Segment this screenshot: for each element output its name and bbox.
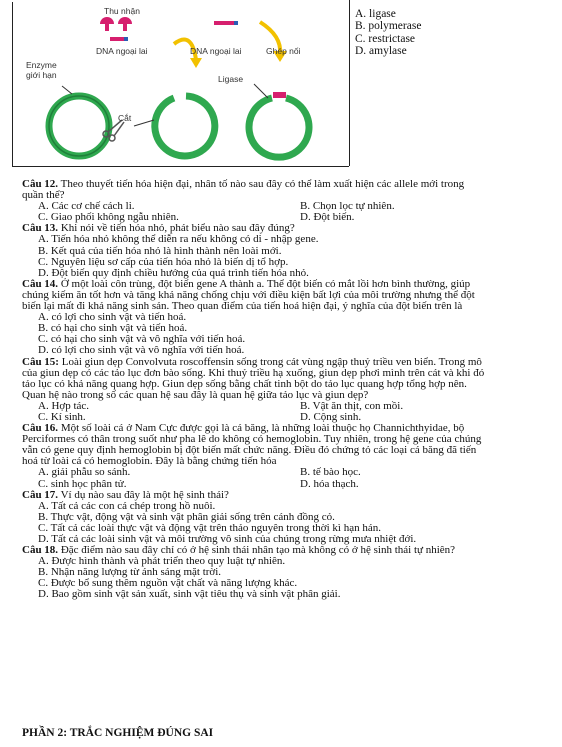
label-dna-ngoai-lai-1: DNA ngoại lai <box>96 46 148 56</box>
answer-row <box>22 467 547 478</box>
question-13 <box>22 223 547 278</box>
question-text: Câu 15: Loài giun dẹp Convolvuta roscoffensin sống trong cát vùng ngập thuỷ triều ven biển. Trong mô <box>22 355 482 368</box>
answer-row <box>22 401 547 412</box>
answer-option[interactable]: C. Giao phối không ngẫu nhiên. <box>38 211 179 224</box>
answer-option[interactable]: D. Tất cả các loài sinh vật và môi trường vô sinh của chúng trong rừng mưa nhiệt đới. <box>38 533 417 545</box>
question-number: Câu 18. <box>22 544 59 557</box>
question-text: Perciformes có thân trong suốt như pha lê do không có hemoglobin. Tuy nhiên, trong hệ gene của chúng <box>22 433 482 446</box>
plasmid-3-insert <box>273 92 286 98</box>
answer-option[interactable]: B. Kết quả của tiến hóa nhỏ là hình thành nên loài mới. <box>38 244 282 257</box>
arrow-enzyme <box>62 86 72 94</box>
answer-option[interactable]: D. Đột biến quy định chiều hướng của quá trình tiến hóa nhỏ. <box>38 266 309 279</box>
dna-fragment-1b <box>124 37 128 41</box>
label-thu-nhan: Thu nhận <box>104 6 140 16</box>
answer-option[interactable]: B. Chọn lọc tự nhiên. <box>300 200 395 213</box>
answer-option[interactable]: A. Hợp tác. <box>38 399 90 412</box>
figure-divider <box>349 0 350 166</box>
question-text: của giun dẹp có các tảo lục đơn bào sống. Khi thuỷ triều hạ xuống, giun dẹp phơi mình trên cát và khi đó <box>22 366 485 379</box>
answer-option[interactable]: B. tế bào học. <box>300 466 361 479</box>
label-cat: Cắt <box>118 113 132 123</box>
answer-option[interactable]: C. Kí sinh. <box>38 410 86 423</box>
question-number: Câu 14. <box>22 277 59 290</box>
recombinant-dna-diagram <box>14 2 348 164</box>
dna-fragment-1 <box>110 37 124 41</box>
answer-option[interactable]: D. Bao gồm sinh vật sản xuất, sinh vật tiêu thụ và sinh vật phân giải. <box>38 588 341 601</box>
figure-options <box>355 8 421 58</box>
plasmid-3 <box>249 98 309 157</box>
label-dna-ngoai-lai-2: DNA ngoại lai <box>190 46 242 56</box>
question-text: hoá từ loài cá có hemoglobin. Đây là bằng chứng tiến hóa <box>22 455 277 468</box>
answer-option[interactable]: C. sinh học phân tử. <box>38 477 127 490</box>
question-17 <box>22 490 547 545</box>
answer-option[interactable]: A. Được hình thành và phát triển theo quy luật tự nhiên. <box>38 555 286 568</box>
question-12 <box>22 179 547 223</box>
questions-block <box>22 179 547 601</box>
answer-option[interactable]: D. Cộng sinh. <box>300 410 362 423</box>
answer-option[interactable]: D. có lợi cho sinh vật và vô nghĩa với tiến hoá. <box>38 344 245 357</box>
question-14 <box>22 279 547 357</box>
answer-option[interactable]: A. Tất cả các con cá chép trong hồ nuôi. <box>38 499 216 512</box>
label-gioi-han: giới hạn <box>26 70 57 80</box>
arrow-ligase <box>254 84 268 98</box>
question-number: Câu 16. <box>22 422 59 435</box>
label-ghep-noi: Ghép nối <box>266 46 301 56</box>
question-number: Câu 15: <box>22 355 59 368</box>
dna-fragment-2b <box>234 21 238 25</box>
question-number: Câu 17. <box>22 488 59 501</box>
question-number: Câu 12. <box>22 178 59 190</box>
label-ligase: Ligase <box>218 74 244 84</box>
answer-option[interactable]: A. Các cơ chế cách li. <box>38 200 135 213</box>
answer-option[interactable]: A. giải phẫu so sánh. <box>38 466 131 479</box>
question-text: tảo lục có khả năng quang hợp. Giun dẹp sống bằng chất tinh bột do tảo lục quang hợp tổng hợp nên. <box>22 377 467 390</box>
option-a: A. ligase <box>355 8 396 20</box>
question-text: Câu 14. Ở một loài côn trùng, đột biến gene A thành a. Thể đột biến có mắt lồi hơn bình thường, giúp <box>22 277 471 290</box>
dna-fragment-2 <box>214 21 234 25</box>
question-text: vẫn có gene quy định hemoglobin bị đột biến mất chức năng. Điều đó chứng tỏ các loại cá băng đã tiến <box>22 444 477 457</box>
answer-row <box>22 479 547 490</box>
question-15 <box>22 357 547 424</box>
answer-option[interactable]: C. Nguyên liệu sơ cấp của tiến hóa nhỏ là biến dị tổ hợp. <box>38 255 289 268</box>
question-number: Câu 13. <box>22 222 59 235</box>
receptor-icons <box>100 17 132 31</box>
answer-option[interactable]: C. có hại cho sinh vật và vô nghĩa với tiến hoá. <box>38 333 246 346</box>
question-text: quần thể? <box>22 189 65 202</box>
answer-option[interactable]: C. Tất cả các loài thực vật và động vật trên thảo nguyên trong thời kì hạn hán. <box>38 521 382 534</box>
option-d: D. amylase <box>355 45 407 58</box>
answer-option[interactable]: A. Tiến hóa nhỏ không thể diễn ra nếu không có di - nhập gene. <box>38 233 319 246</box>
label-enzyme: Enzyme <box>26 60 57 70</box>
answer-option[interactable]: B. Thực vật, động vật và sinh vật phân giải sống trên cánh đồng cỏ. <box>38 510 335 523</box>
option-c: C. restrictase <box>355 32 416 45</box>
question-text: Câu 17. Ví dụ nào sau đây là một hệ sinh thái? <box>22 488 229 501</box>
answer-option[interactable]: B. Vật ăn thịt, con mồi. <box>300 399 404 412</box>
answer-option[interactable]: D. hóa thạch. <box>300 477 359 490</box>
option-b: B. polymerase <box>355 20 422 33</box>
answer-option[interactable]: A. có lợi cho sinh vật và tiến hoá. <box>38 311 187 324</box>
question-16 <box>22 423 547 490</box>
question-text: Câu 12. Theo thuyết tiến hóa hiện đại, nhân tố nào sau đây có thể làm xuất hiện các allele mới trong <box>22 178 465 190</box>
arrow-cut <box>134 120 154 126</box>
section-2-heading: PHẦN 2: TRẮC NGHIỆM ĐÚNG SAI <box>22 727 214 739</box>
answer-option[interactable]: B. có hại cho sinh vật và tiến hoá. <box>38 322 188 335</box>
question-text: Quan hệ nào trong số các quan hệ sau đây là quan hệ giữa tảo lục và giun dẹp? <box>22 388 369 401</box>
question-text: biến lại mất đi khả năng sinh sản. Theo quan điểm của tiến hoá hiện đại, ý nghĩa của đột biến trên là <box>22 300 463 313</box>
question-text: Câu 18. Đặc điểm nào sau đây chỉ có ở hệ sinh thái nhân tạo mà không có ở hệ sinh thái tự nhiên? <box>22 544 456 557</box>
question-text: Câu 13. Khi nói về tiến hóa nhỏ, phát biểu nào sau đây đúng? <box>22 222 295 235</box>
answer-option[interactable]: B. Nhận năng lượng từ ánh sáng mặt trời. <box>38 566 222 579</box>
plasmid-2 <box>155 96 215 156</box>
question-text: Câu 16. Một số loài cá ở Nam Cực được gọi là cá băng, là những loài thuộc họ Channichthyidae, bộ <box>22 422 465 435</box>
question-18 <box>22 545 547 600</box>
question-text: chúng kiếm ăn tốt hơn và tăng khả năng chống chịu với điều kiện bất lợi của môi trường nhưng thể đột <box>22 288 475 301</box>
answer-option[interactable]: D. Đột biến. <box>300 211 355 224</box>
answer-option[interactable]: C. Được bổ sung thêm nguồn vật chất và năng lượng khác. <box>38 577 298 590</box>
